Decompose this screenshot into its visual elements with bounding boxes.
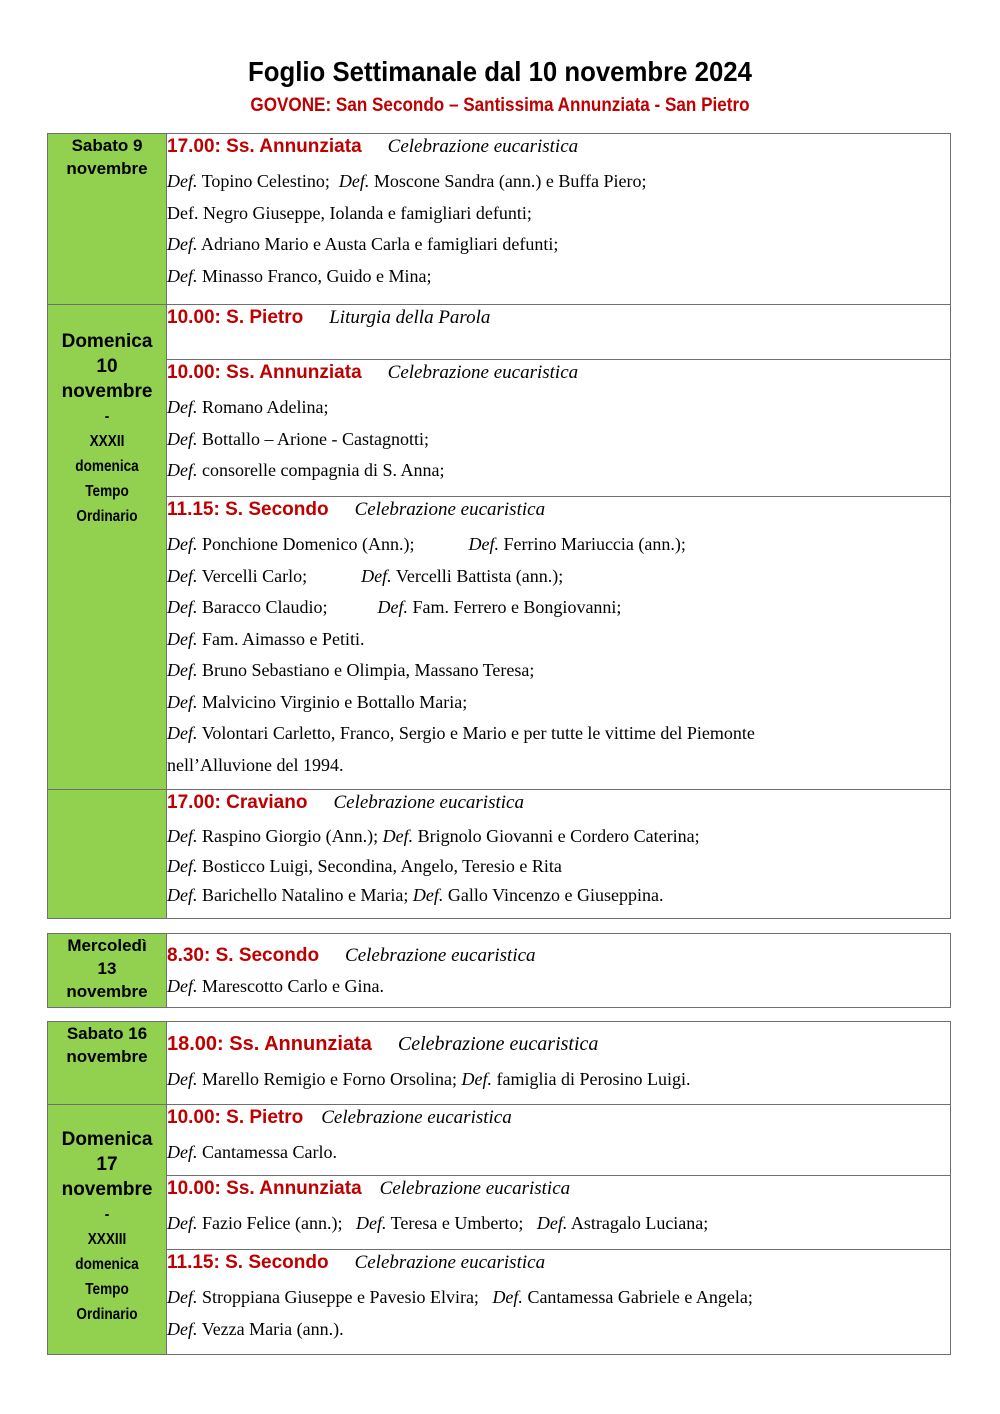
day-cell-mercoledi-13 [48, 934, 167, 1008]
def-label: Def. [167, 628, 198, 649]
intention-text: Topino Celestino; [201, 171, 330, 191]
day-label: Mercoledì [67, 936, 147, 955]
day-cell-domenica-10 [48, 305, 167, 790]
intention-text: consorelle compagnia di S. Anna; [202, 460, 445, 480]
intention-line [167, 718, 950, 750]
intention-text: Volontari Carletto, Franco, Sergio e Mario e per tutte le vittime del Piemonte [201, 723, 755, 743]
table-row [48, 1105, 951, 1176]
day-label: Sabato 16 [66, 1024, 148, 1043]
def-label: Def. [167, 597, 198, 617]
def-label: Def. [167, 1318, 198, 1339]
event-cell [167, 134, 951, 305]
def-label: Def. [412, 885, 444, 905]
intention-line [167, 852, 950, 882]
event-cell [167, 1176, 951, 1250]
def-label: Def. [167, 565, 198, 586]
intention-text: Marello Remigio e Forno Orsolina; [202, 1069, 457, 1089]
event-cell [167, 934, 951, 1008]
schedule-table-weekday [47, 933, 951, 1008]
def-label: Def. [382, 826, 414, 846]
intention-text: Cantamessa Gabriele e Angela; [527, 1287, 753, 1307]
intention-line [167, 455, 950, 487]
def-label: Def. [167, 826, 198, 846]
event-type: Celebrazione eucaristica [379, 1178, 571, 1199]
intention-text: Brignolo Giovanni e Cordero Caterina; [417, 826, 700, 846]
day-label: 13 [97, 959, 117, 978]
def-label: Def. [167, 1287, 198, 1307]
event-cell [167, 305, 951, 360]
def-label: Def. [536, 1213, 568, 1233]
day-label: XXXII [89, 433, 125, 450]
intention-text: famiglia di Perosino Luigi. [496, 1069, 691, 1089]
intention-line [167, 1314, 950, 1346]
intention-line [167, 424, 950, 456]
table-row [48, 790, 951, 919]
intention-line [167, 229, 950, 261]
intention-text: Vercelli Carlo; [201, 565, 308, 586]
def-label: Def. [355, 1213, 387, 1233]
table-row [48, 360, 951, 497]
event-type: Celebrazione eucaristica [354, 1252, 546, 1273]
day-cell-domenica-17 [48, 1105, 167, 1355]
intention-text: Barichello Natalino e Maria; [202, 885, 409, 905]
def-label: Def. [167, 1142, 198, 1162]
day-label: novembre [61, 1179, 153, 1200]
intention-text: Romano Adelina; [202, 397, 329, 417]
event-cell [167, 1022, 951, 1105]
intention-text: Malvicino Virginio e Bottallo Maria; [202, 691, 468, 712]
day-cell-sabato-16 [48, 1022, 167, 1105]
intention-line [167, 561, 950, 593]
intention-line [167, 1137, 950, 1169]
intention-text: Minasso Franco, Guido e Mina; [202, 265, 432, 286]
intention-text: Vercelli Battista (ann.); [395, 565, 564, 586]
table-row [48, 1022, 951, 1105]
event-time: 10.00: Ss. Annunziata [167, 1178, 362, 1199]
day-label: Domenica [61, 1129, 153, 1150]
intention-text: Vezza Maria (ann.). [201, 1318, 344, 1339]
intention-line [167, 392, 950, 424]
event-time: 18.00: Ss. Annunziata [167, 1033, 372, 1055]
table-row [48, 134, 951, 305]
def-label: Def. [167, 660, 198, 680]
schedule-table-weekend-1 [47, 133, 951, 919]
event-time: 8.30: S. Secondo [167, 945, 320, 966]
page-title: Foglio Settimanale dal 10 novembre 2024 [248, 56, 752, 87]
day-label: novembre [61, 381, 153, 402]
event-cell [167, 790, 951, 919]
intention-line [167, 624, 950, 656]
def-label: Def. [167, 171, 198, 191]
intention-text: Stroppiana Giuseppe e Pavesio Elvira; [202, 1287, 479, 1307]
intention-text: Fam. Ferrero e Bongiovanni; [412, 597, 622, 617]
day-label: 17 [96, 1154, 118, 1175]
def-label: Def. [361, 565, 392, 586]
event-time: 10.00: S. Pietro [167, 1107, 304, 1128]
intention-line: Def. Negro Giuseppe, Iolanda e famigliari defunti; [167, 202, 532, 223]
intention-text: Bruno Sebastiano e Olimpia, Massano Teresa; [202, 660, 535, 680]
intention-line [167, 881, 950, 911]
table-row [48, 934, 951, 1008]
intention-line: nell’Alluvione del 1994. [167, 754, 344, 775]
intention-text: Cantamessa Carlo. [202, 1142, 337, 1162]
intention-text: Baracco Claudio; [202, 597, 328, 617]
day-label: XXXIII [87, 1231, 127, 1248]
def-label: Def. [461, 1069, 492, 1089]
event-time: 17.00: Craviano [167, 792, 308, 813]
day-label: Sabato 9 [71, 136, 143, 155]
table-row [48, 497, 951, 790]
intention-line [167, 166, 950, 198]
intention-text: Fam. Aimasso e Petiti. [202, 628, 365, 649]
day-cell-sabato-9 [48, 134, 167, 305]
intention-text: Moscone Sandra (ann.) e Buffa Piero; [373, 171, 647, 191]
event-cell [167, 1105, 951, 1176]
intention-text: Ferrino Mariuccia (ann.); [503, 534, 686, 554]
day-label: domenica [75, 1256, 139, 1273]
intention-line [167, 1282, 950, 1314]
intention-line [167, 261, 950, 293]
event-type: Celebrazione eucaristica [354, 499, 546, 520]
intention-text: Raspino Giorgio (Ann.); [202, 826, 379, 846]
page-subtitle [50, 95, 950, 117]
intention-line [167, 529, 950, 561]
def-label: Def. [167, 691, 198, 712]
intention-line [167, 687, 950, 719]
event-time: 11.15: S. Secondo [167, 1252, 329, 1273]
def-label: Def. [167, 976, 198, 996]
day-label: - [104, 408, 110, 425]
schedule-table-weekend-2 [47, 1021, 951, 1355]
intention-line [167, 592, 950, 624]
def-label: Def. [167, 265, 198, 286]
intention-text: Astragalo Luciana; [570, 1213, 709, 1233]
intention-line [167, 971, 950, 1003]
event-type: Liturgia della Parola [329, 307, 491, 328]
day-label: Domenica [61, 331, 153, 352]
def-label: Def. [167, 460, 198, 480]
day-label: domenica [75, 458, 139, 475]
event-type: Celebrazione eucaristica [333, 792, 524, 813]
intention-text: Bosticco Luigi, Secondina, Angelo, Teresio e Rita [202, 855, 562, 876]
day-label: novembre [66, 982, 148, 1001]
event-time: 17.00: Ss. Annunziata [167, 136, 362, 157]
def-label: Def. [468, 534, 499, 554]
intention-line [167, 1064, 950, 1096]
event-type: Celebrazione eucaristica [321, 1107, 512, 1128]
event-cell [167, 1250, 951, 1355]
intention-text: Marescotto Carlo e Gina. [202, 976, 384, 996]
intention-text: Fazio Felice (ann.); [202, 1213, 343, 1233]
event-time: 11.15: S. Secondo [167, 499, 329, 520]
table-row [48, 305, 951, 360]
day-cell-empty [48, 790, 167, 919]
def-label: Def. [338, 171, 370, 191]
day-label: - [104, 1206, 110, 1223]
day-label: Tempo [85, 1281, 129, 1298]
def-label: Def. [167, 885, 198, 905]
intention-line [167, 1208, 950, 1240]
day-label: 10 [96, 356, 118, 377]
def-label: Def. [167, 234, 198, 254]
def-label: Def. [377, 597, 408, 617]
event-time: 10.00: S. Pietro [167, 307, 304, 328]
def-label: Def. [167, 723, 198, 743]
day-label: novembre [66, 159, 148, 178]
event-type: Celebrazione eucaristica [397, 1033, 599, 1055]
intention-line [167, 655, 950, 687]
subtitle-place: GOVONE [250, 95, 326, 116]
table-row [48, 1176, 951, 1250]
intention-text: Teresa e Umberto; [390, 1213, 524, 1233]
def-label: Def. [167, 1213, 198, 1233]
day-label: Ordinario [76, 1306, 138, 1323]
day-label: Tempo [85, 483, 129, 500]
day-label: novembre [66, 1047, 148, 1066]
event-type: Celebrazione eucaristica [387, 362, 579, 383]
event-time: 10.00: Ss. Annunziata [167, 362, 362, 383]
event-type: Celebrazione eucaristica [345, 945, 536, 966]
day-label: Ordinario [76, 508, 138, 525]
subtitle-churches: : San Secondo – Santissima Annunziata - San Pietro [325, 95, 750, 116]
intention-text: Gallo Vincenzo e Giuseppina. [447, 885, 664, 905]
intention-text: Adriano Mario e Austa Carla e famigliari defunti; [201, 234, 559, 254]
event-cell [167, 497, 951, 790]
intention-text: Ponchione Domenico (Ann.); [202, 534, 415, 554]
def-label: Def. [167, 397, 198, 417]
def-label: Def. [167, 428, 198, 449]
def-label: Def. [167, 1069, 198, 1089]
def-label: Def. [167, 855, 198, 876]
def-label: Def. [492, 1287, 523, 1307]
event-cell [167, 360, 951, 497]
table-row [48, 1250, 951, 1355]
def-label: Def. [167, 534, 198, 554]
event-type: Celebrazione eucaristica [387, 136, 579, 157]
intention-text: Bottallo – Arione - Castagnotti; [202, 428, 429, 449]
intention-line [167, 822, 950, 852]
